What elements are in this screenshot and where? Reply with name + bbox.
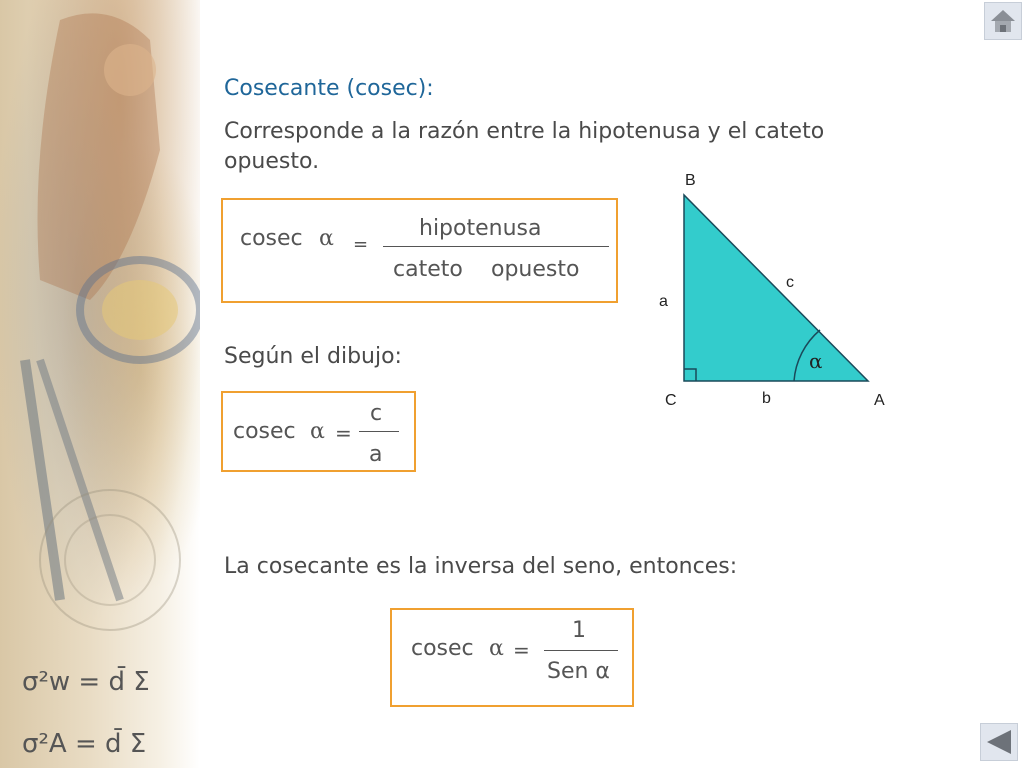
vertex-label-c: C — [665, 392, 677, 409]
formula3-fraction-line — [544, 650, 618, 651]
formula1-equals: = — [353, 234, 369, 255]
formula-box-drawing — [221, 391, 416, 472]
triangle-diagram — [640, 165, 900, 415]
formula3-alpha: α — [489, 636, 504, 661]
side-formula-1: σ²w = d̄ Σ — [22, 667, 150, 697]
formula1-numerator: hipotenusa — [419, 216, 542, 241]
inversa-text: La cosecante es la inversa del seno, entonces: — [224, 554, 738, 579]
formula2-numerator: c — [370, 401, 383, 426]
angle-label-alpha: α — [809, 349, 823, 373]
side-label-c: c — [786, 274, 794, 291]
vertex-label-b: B — [685, 172, 696, 189]
home-button[interactable] — [984, 2, 1022, 40]
formula1-lhs: cosec — [240, 226, 303, 251]
back-button[interactable] — [980, 723, 1018, 761]
triangle-shape — [684, 195, 868, 381]
formula2-equals: = — [335, 421, 352, 445]
formula2-alpha: α — [310, 419, 325, 444]
formula3-equals: = — [513, 638, 530, 662]
formula2-lhs: cosec — [233, 419, 296, 444]
formula3-lhs: cosec — [411, 636, 474, 661]
formula3-numerator: 1 — [572, 618, 586, 643]
side-label-a: a — [659, 293, 668, 310]
side-artwork-drawing — [0, 0, 200, 768]
side-label-b: b — [762, 390, 771, 407]
vertex-label-a: A — [874, 392, 885, 409]
formula3-denominator: Sen α — [547, 659, 610, 684]
formula1-denominator-a: cateto — [393, 257, 463, 282]
formula2-fraction-line — [359, 431, 399, 432]
home-icon — [985, 3, 1021, 39]
formula1-fraction-line — [383, 246, 609, 247]
formula-box-definition — [221, 198, 618, 303]
formula1-alpha: α — [319, 226, 334, 251]
side-formula-2: σ²A = d̄ Σ — [22, 729, 147, 759]
page-title: Cosecante (cosec): — [224, 76, 434, 101]
formula-box-inverse — [390, 608, 634, 707]
formula2-denominator: a — [369, 442, 383, 467]
segun-dibujo-text: Según el dibujo: — [224, 344, 402, 369]
definition-text: Corresponde a la razón entre la hipotenusa y el cateto opuesto. — [224, 119, 825, 174]
formula1-denominator-b: opuesto — [491, 257, 580, 282]
side-artwork — [0, 0, 200, 768]
back-arrow-icon — [981, 724, 1017, 760]
